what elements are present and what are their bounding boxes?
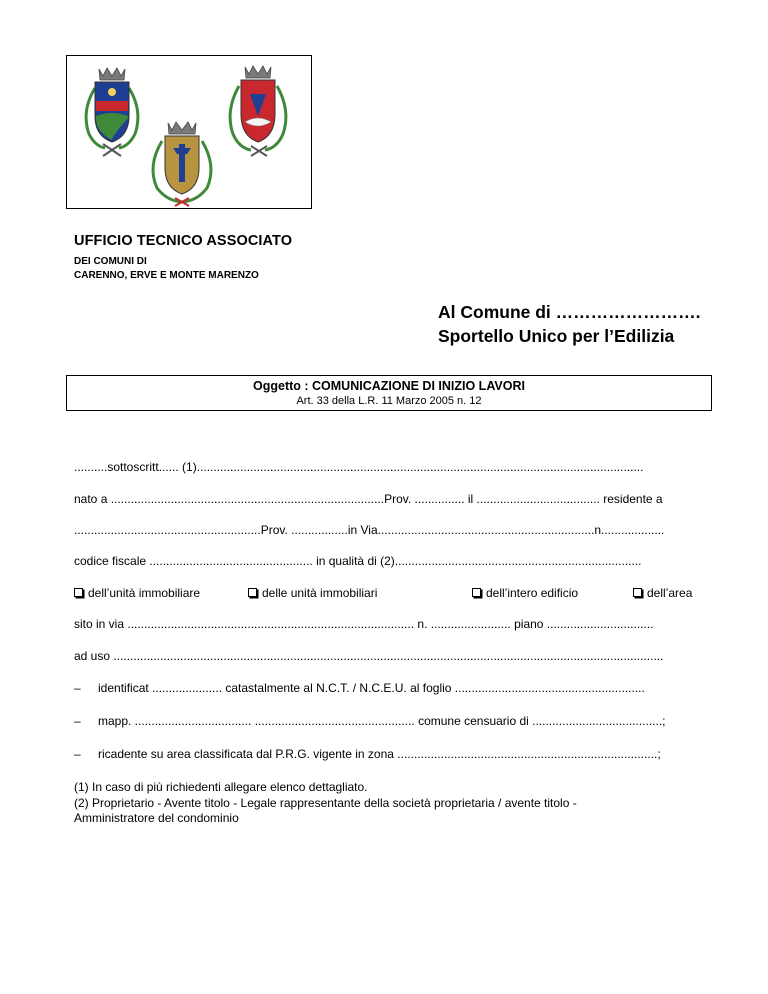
checkbox-label: dell’area [647, 586, 693, 600]
checkbox-square-icon[interactable] [633, 588, 642, 597]
subject-reference: Art. 33 della L.R. 11 Marzo 2005 n. 12 [296, 395, 482, 407]
form-line-fiscal-code: codice fiscale ................................................. in qualità di (2).......................................................................... [74, 554, 642, 568]
office-title: UFFICIO TECNICO ASSOCIATO [74, 233, 293, 249]
checkbox-intero-edificio[interactable] [472, 586, 578, 600]
list-item-parcel: mapp. ................................... ................................................ comune censuario di .......................................; [98, 714, 666, 728]
checkbox-square-icon[interactable] [472, 588, 481, 597]
coat-of-arms-monte-marenzo-icon [153, 122, 211, 206]
list-item-cadastral: identificat ..................... catastalmente al N.C.T. / N.C.E.U. al foglio ......................................................... [98, 681, 645, 695]
form-line-location: sito in via ...................................................................................... n. ........................ piano ................................ [74, 617, 654, 631]
office-subtitle-2: CARENNO, ERVE E MONTE MARENZO [74, 270, 259, 281]
checkbox-square-icon[interactable] [74, 588, 83, 597]
checkbox-unita-immobiliare[interactable] [74, 586, 200, 600]
footnote-1: (1) In caso di più richiedenti allegare elenco dettagliato. [74, 780, 368, 794]
list-dash: – [74, 747, 81, 761]
checkbox-area[interactable] [633, 586, 692, 600]
subject-title: Oggetto : COMUNICAZIONE DI INIZIO LAVORI [253, 379, 525, 393]
addressee-sportello: Sportello Unico per l’Edilizia [438, 326, 675, 346]
checkbox-label: dell’intero edificio [486, 586, 579, 600]
form-line-address: ........................................................Prov. .................in Via.................................................................n................... [74, 523, 665, 537]
checkbox-label: dell’unità immobiliare [88, 586, 201, 600]
coats-of-arms-image [67, 56, 313, 210]
coat-of-arms-erve-icon [230, 66, 286, 156]
addressee-comune: Al Comune di ……………………. [438, 302, 701, 322]
coats-of-arms-frame [66, 55, 312, 209]
checkbox-unita-immobiliari[interactable] [248, 586, 377, 600]
list-dash: – [74, 714, 81, 728]
office-subtitle-1: DEI COMUNI DI [74, 256, 147, 267]
list-item-zoning: ricadente su area classificata dal P.R.G. vigente in zona ..............................................................................; [98, 747, 661, 761]
footnote-2a: (2) Proprietario - Avente titolo - Legale rappresentante della società proprietaria / avente titolo - [74, 796, 577, 810]
footnote-2b: Amministratore del condominio [74, 811, 239, 825]
subject-box [66, 375, 712, 411]
form-line-undersigned: ..........sottoscritt...... (1)...................................................................................................................................... [74, 460, 644, 474]
coat-of-arms-carenno-icon [86, 68, 138, 156]
form-line-use: ad uso ..................................................................................................................................................................... [74, 649, 664, 663]
checkbox-square-icon[interactable] [248, 588, 257, 597]
checkbox-label: delle unità immobiliari [262, 586, 378, 600]
list-dash: – [74, 681, 81, 695]
form-line-birthplace: nato a ..................................................................................Prov. ............... il ..................................... residente a [74, 492, 663, 506]
